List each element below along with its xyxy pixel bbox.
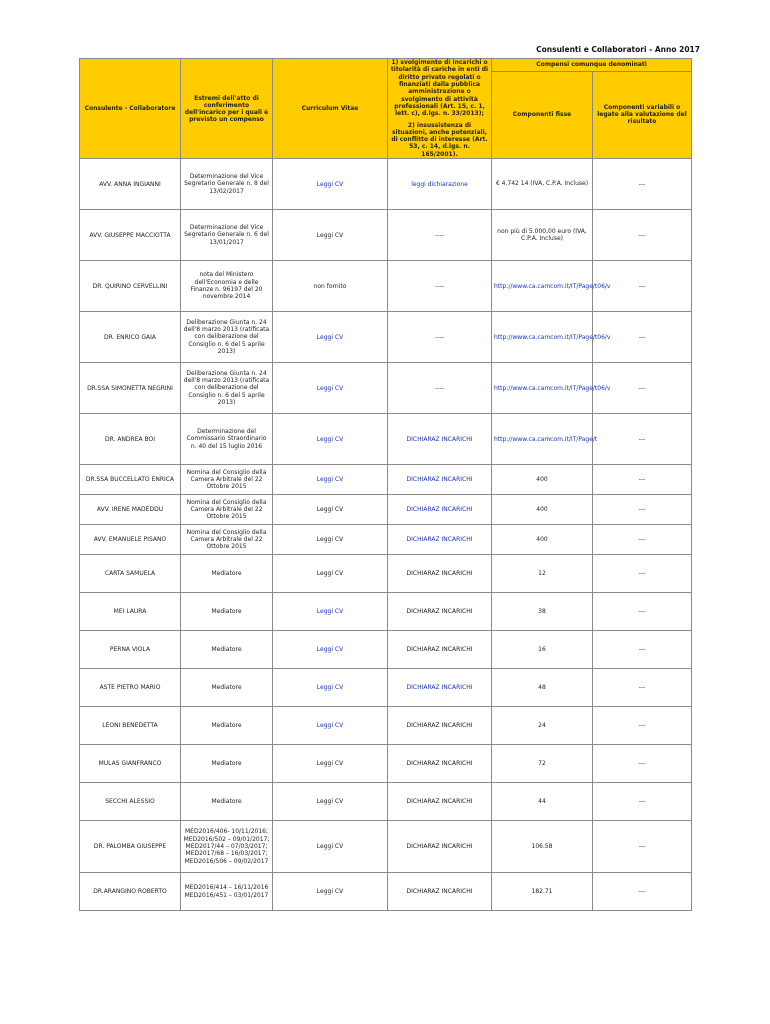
cv-link-cell [273, 783, 388, 821]
declaration-cell [388, 495, 492, 525]
declaration-cell [388, 261, 492, 312]
declaration-cell [388, 783, 492, 821]
act-reference: MED2016/414 – 16/11/2016 MED2016/451 – 03/01/2017 [184, 884, 269, 899]
act-reference: Mediatore [211, 645, 242, 653]
fixed-compensation: non più di 5.000,00 euro (IVA, C.P.A. Incluse) [497, 227, 587, 243]
cv-link: non fornito [313, 282, 347, 290]
table-row [80, 312, 692, 363]
act-reference: Deliberazione Giunta n. 24 dell'8 marzo 2013 (ratificata con deliberazione del Consiglio n. 6 del 5 aprile 2013) [183, 318, 270, 356]
consultant-name: DR. QUIRINO CERVELLINI [92, 282, 168, 290]
cv-link-cell [273, 363, 388, 414]
fixed-compensation: 400 [536, 475, 548, 483]
act-reference: Mediatore [211, 683, 242, 691]
variable-compensation-cell [593, 525, 692, 555]
variable-compensation: --- [638, 684, 646, 692]
document-title: Consulenti e Collaboratori - Anno 2017 [536, 45, 700, 54]
table-row [80, 669, 692, 707]
variable-compensation-cell [593, 210, 692, 261]
header-fixed: Componenti fisse [492, 71, 593, 159]
cv-link[interactable]: Leggi CV [316, 608, 344, 616]
table-row [80, 261, 692, 312]
table-row [80, 707, 692, 745]
cv-link[interactable]: Leggi CV [316, 435, 344, 443]
header-consultant: Consulente - Collaboratore [80, 59, 181, 159]
cv-link: Leggi CV [316, 843, 344, 851]
variable-compensation-cell [593, 707, 692, 745]
declaration: DICHIARAZ INCARICHI [406, 570, 473, 578]
consultant-name-cell [80, 745, 181, 783]
consultant-name: AVV. EMANUELE PISANO [93, 536, 167, 544]
table-row [80, 363, 692, 414]
fixed-compensation: 106.58 [531, 842, 553, 850]
declaration[interactable]: DICHIARAZ INCARICHI [406, 435, 473, 443]
act-reference-cell [181, 555, 273, 593]
variable-compensation-cell [593, 669, 692, 707]
act-reference: Nomina del Consiglio della Camera Arbitrale del 22 Ottobre 2015 [186, 468, 267, 491]
act-reference-cell [181, 465, 273, 495]
fixed-compensation-cell [492, 555, 593, 593]
fixed-compensation: 48 [538, 683, 546, 691]
act-reference: Mediatore [211, 759, 242, 767]
cv-link-cell [273, 873, 388, 911]
variable-compensation: --- [638, 231, 646, 239]
consultant-name-cell [80, 465, 181, 495]
fixed-compensation-cell [492, 593, 593, 631]
declaration: DICHIARAZ INCARICHI [406, 646, 473, 654]
table-row [80, 414, 692, 465]
declaration-cell [388, 465, 492, 495]
act-reference-cell [181, 669, 273, 707]
declaration-cell [388, 555, 492, 593]
declaration-cell [388, 525, 492, 555]
fixed-compensation: 182.71 [531, 887, 553, 895]
fixed-compensation-cell [492, 495, 593, 525]
act-reference: nota del Ministero dell'Economia e delle Finanze n. 96197 del 20 novembre 2014 [190, 271, 263, 301]
consultant-name-cell [80, 525, 181, 555]
act-reference-cell [181, 210, 273, 261]
act-reference-cell [181, 873, 273, 911]
fixed-compensation-cell [492, 465, 593, 495]
fixed-compensation-url[interactable]: http://www.ca.camcom.it/IT/Page/t06/v [494, 333, 611, 341]
consultant-name: DR.SSA BUCCELLATO ENRICA [85, 476, 175, 484]
variable-compensation-cell [593, 555, 692, 593]
declaration: ---- [435, 333, 444, 341]
declaration-cell [388, 745, 492, 783]
declaration: DICHIARAZ INCARICHI [406, 722, 473, 730]
act-reference-cell [181, 707, 273, 745]
act-reference-cell [181, 363, 273, 414]
cv-link[interactable]: Leggi CV [316, 384, 344, 392]
variable-compensation: --- [638, 180, 646, 188]
fixed-compensation-url[interactable]: http://www.ca.camcom.it/IT/Page/t06/v [494, 282, 611, 290]
act-reference-cell [181, 312, 273, 363]
act-reference-cell [181, 593, 273, 631]
declaration: ---- [435, 231, 444, 239]
consultant-name-cell [80, 312, 181, 363]
variable-compensation: --- [638, 506, 646, 514]
consultant-name: DR. ANDREA BOI [104, 435, 156, 443]
consultant-name-cell [80, 873, 181, 911]
consultant-name: CARTA SAMUELA [104, 570, 156, 578]
act-reference: Determinazione del Vice Segretario Generale n. 6 del 13/01/2017 [184, 224, 269, 246]
declaration-cell [388, 363, 492, 414]
consultant-name-cell [80, 783, 181, 821]
fixed-compensation: € 4.742 14 (IVA, C.P.A. Incluse) [495, 180, 589, 188]
variable-compensation: --- [638, 798, 646, 806]
cv-link[interactable]: Leggi CV [316, 333, 344, 341]
consultant-name: MEI LAURA [113, 608, 147, 616]
fixed-compensation: 400 [536, 505, 548, 513]
fixed-compensation: 44 [538, 797, 546, 805]
declaration-cell [388, 631, 492, 669]
variable-compensation: --- [638, 570, 646, 578]
cv-link: Leggi CV [316, 570, 344, 578]
variable-compensation: --- [638, 536, 646, 544]
variable-compensation: --- [638, 608, 646, 616]
declaration[interactable]: DICHIARAZ INCARICHI [406, 506, 473, 514]
cv-link-cell [273, 631, 388, 669]
act-reference-cell [181, 261, 273, 312]
fixed-compensation-cell [492, 159, 593, 210]
cv-link-cell [273, 465, 388, 495]
variable-compensation-cell [593, 745, 692, 783]
table-row [80, 495, 692, 525]
consultant-name-cell [80, 555, 181, 593]
cv-link-cell [273, 210, 388, 261]
variable-compensation-cell [593, 414, 692, 465]
declaration-cell [388, 159, 492, 210]
act-reference: Nomina del Consiglio della Camera Arbitrale del 22 Ottobre 2015 [186, 528, 267, 551]
cv-link[interactable]: Leggi CV [316, 684, 344, 692]
table-body [80, 159, 692, 911]
cv-link[interactable]: Leggi CV [316, 180, 344, 188]
cv-link: Leggi CV [316, 506, 344, 514]
fixed-compensation-url-cell [492, 312, 611, 363]
act-reference: Nomina del Consiglio della Camera Arbitrale del 22 Ottobre 2015 [186, 498, 267, 521]
fixed-compensation-cell [492, 631, 593, 669]
fixed-compensation-cell [492, 210, 593, 261]
declaration: DICHIARAZ INCARICHI [406, 888, 473, 896]
table-row [80, 873, 692, 911]
cv-link: Leggi CV [316, 536, 344, 544]
declaration: DICHIARAZ INCARICHI [406, 608, 473, 616]
act-reference-cell [181, 414, 273, 465]
declaration[interactable]: DICHIARAZ INCARICHI [406, 684, 473, 692]
cv-link-cell [273, 495, 388, 525]
act-reference: Mediatore [211, 569, 242, 577]
declaration: DICHIARAZ INCARICHI [406, 843, 473, 851]
consultant-name-cell [80, 707, 181, 745]
cv-link: Leggi CV [316, 888, 344, 896]
act-reference-cell [181, 783, 273, 821]
variable-compensation: --- [638, 282, 646, 290]
consultant-name: MULAS GIANFRANCO [98, 760, 162, 768]
fixed-compensation: 24 [538, 721, 546, 729]
table-row [80, 783, 692, 821]
cv-link-cell [273, 821, 388, 873]
consultant-name: AVV. GIUSEPPE MACCIOTTA [89, 231, 171, 239]
fixed-compensation-url-cell [492, 414, 598, 465]
variable-compensation-cell [593, 873, 692, 911]
variable-compensation-cell [593, 159, 692, 210]
act-reference: MED2016/406- 10/11/2016; MED2016/502 – 09/01/2017; MED2017/44 – 07/03/2017; MED2017/68 – 16/03/2017; MED2016/506 – 09/02/2017 [183, 828, 270, 865]
cv-link-cell [273, 159, 388, 210]
act-reference-cell [181, 159, 273, 210]
variable-compensation: --- [638, 435, 646, 443]
variable-compensation-cell [593, 821, 692, 873]
fixed-compensation: 72 [538, 759, 546, 767]
table-row [80, 159, 692, 210]
fixed-compensation: 16 [538, 645, 546, 653]
cv-link[interactable]: Leggi CV [316, 722, 344, 730]
cv-link[interactable]: Leggi CV [316, 646, 344, 654]
act-reference: Mediatore [211, 721, 242, 729]
declaration: DICHIARAZ INCARICHI [406, 760, 473, 768]
cv-link-cell [273, 312, 388, 363]
declaration: DICHIARAZ INCARICHI [406, 798, 473, 806]
fixed-compensation-cell [492, 525, 593, 555]
variable-compensation-cell [593, 631, 692, 669]
cv-link: Leggi CV [316, 231, 344, 239]
table-row [80, 465, 692, 495]
variable-compensation: --- [638, 760, 646, 768]
fixed-compensation: 12 [538, 569, 546, 577]
cv-link[interactable]: Leggi CV [316, 476, 344, 484]
table-row [80, 631, 692, 669]
consultant-name-cell [80, 261, 181, 312]
act-reference: Determinazione del Vice Segretario Generale n. 8 del 13/02/2017 [184, 173, 269, 195]
cv-link-cell [273, 414, 388, 465]
header-obligation-2: 2) insussistenza di situazioni, anche potenziali, di conflitto di interesse (Art. 53, c. 14, d.lgs. n. 165/2001). [391, 121, 488, 158]
variable-compensation-cell [593, 783, 692, 821]
cv-link-cell [273, 525, 388, 555]
variable-compensation: --- [638, 888, 646, 896]
consultant-name: AVV. IRENE MADEDDU [96, 506, 164, 514]
act-reference: Deliberazione Giunta n. 24 dell'8 marzo 2013 (ratificata con deliberazione del Consiglio n. 6 del 5 aprile 2013) [183, 369, 270, 407]
header-obligation-1: 1) svolgimento di incarichi o titolarità di cariche in enti di diritto privato regolati o finanziati dalla pubblica amministrazione o svolgimento di attività professionali (Art. 15, c. 1, lett. c), d.lgs. n. 33/2013); [390, 59, 489, 118]
fixed-compensation-url-cell [492, 363, 611, 414]
consultant-name: DR. PALOMBA GIUSEPPE [93, 843, 167, 851]
consultant-name-cell [80, 159, 181, 210]
consultant-name: PERNA VIOLA [109, 646, 151, 654]
act-reference-cell [181, 745, 273, 783]
variable-compensation: --- [638, 722, 646, 730]
declaration: ---- [435, 384, 444, 392]
variable-compensation: --- [638, 476, 646, 484]
consultant-name: DR. ENRICO GAIA [103, 333, 157, 341]
variable-compensation-cell [593, 465, 692, 495]
declaration-cell [388, 312, 492, 363]
consultant-name: DR.SSA SIMONETTA NEGRINI [87, 384, 173, 392]
declaration[interactable]: DICHIARAZ INCARICHI [406, 476, 473, 484]
consultant-name-cell [80, 414, 181, 465]
declaration-cell [388, 873, 492, 911]
table-row [80, 555, 692, 593]
fixed-compensation-cell [492, 669, 593, 707]
consultant-name: LEONI BENEDETTA [102, 722, 158, 730]
declaration-cell [388, 414, 492, 465]
header-act: Estremi dell'atto di conferimento dell'incarico per i quali è previsto un compenso [181, 59, 273, 159]
fixed-compensation-cell [492, 821, 593, 873]
declaration-cell [388, 707, 492, 745]
fixed-compensation-cell [492, 707, 593, 745]
consultant-name-cell [80, 669, 181, 707]
act-reference-cell [181, 525, 273, 555]
variable-compensation: --- [638, 384, 646, 392]
act-reference: Mediatore [211, 797, 242, 805]
declaration-cell [388, 669, 492, 707]
cv-link-cell [273, 745, 388, 783]
act-reference: Determinazione del Commissario Straordinario n. 40 del 15 luglio 2016 [186, 428, 267, 450]
variable-compensation: --- [638, 843, 646, 851]
header-cv: Curriculum Vitae [273, 59, 388, 159]
act-reference-cell [181, 821, 273, 873]
header-compensation-group: Compensi comunque denominati [492, 59, 692, 72]
fixed-compensation-url-cell [492, 261, 611, 312]
table-row [80, 525, 692, 555]
cv-link-cell [273, 593, 388, 631]
variable-compensation: --- [638, 646, 646, 654]
variable-compensation-cell [593, 593, 692, 631]
fixed-compensation-cell [492, 873, 593, 911]
declaration-cell [388, 821, 492, 873]
declaration-cell [388, 210, 492, 261]
declaration: ---- [435, 282, 444, 290]
consultant-name: SECCHI ALESSIO [105, 798, 155, 806]
table-row [80, 210, 692, 261]
header-variable: Componenti variabili o legate alla valutazione del risultato [593, 71, 692, 159]
consultant-name: DR.ARANGINO ROBERTO [93, 888, 167, 896]
act-reference: Mediatore [211, 607, 242, 615]
table-row [80, 745, 692, 783]
fixed-compensation: 400 [536, 535, 548, 543]
consultant-name: AVV. ANNA INGIANNI [99, 180, 161, 188]
fixed-compensation-cell [492, 745, 593, 783]
cv-link-cell [273, 707, 388, 745]
variable-compensation: --- [638, 333, 646, 341]
cv-link-cell [273, 555, 388, 593]
declaration-cell [388, 593, 492, 631]
fixed-compensation-url[interactable]: http://www.ca.camcom.it/IT/Page/t06/v [494, 384, 611, 392]
consultant-name-cell [80, 495, 181, 525]
cv-link: Leggi CV [316, 760, 344, 768]
consultant-name-cell [80, 363, 181, 414]
act-reference-cell [181, 495, 273, 525]
header-obligations [388, 59, 492, 159]
consultant-name: ASTE PIETRO MARIO [99, 684, 161, 692]
cv-link-cell [273, 669, 388, 707]
consultant-name-cell [80, 821, 181, 873]
cv-link-cell [273, 261, 388, 312]
fixed-compensation-cell [492, 783, 593, 821]
declaration[interactable]: DICHIARAZ INCARICHI [406, 536, 473, 544]
cv-link: Leggi CV [316, 798, 344, 806]
declaration[interactable]: leggi dichiarazione [411, 180, 468, 188]
table-row [80, 821, 692, 873]
variable-compensation-cell [593, 495, 692, 525]
act-reference-cell [181, 631, 273, 669]
consultant-name-cell [80, 210, 181, 261]
consultants-table [79, 58, 692, 911]
consultant-name-cell [80, 593, 181, 631]
fixed-compensation-url[interactable]: http://www.ca.camcom.it/IT/Page/t [494, 435, 598, 443]
consultant-name-cell [80, 631, 181, 669]
table-row [80, 593, 692, 631]
fixed-compensation: 38 [538, 607, 546, 615]
